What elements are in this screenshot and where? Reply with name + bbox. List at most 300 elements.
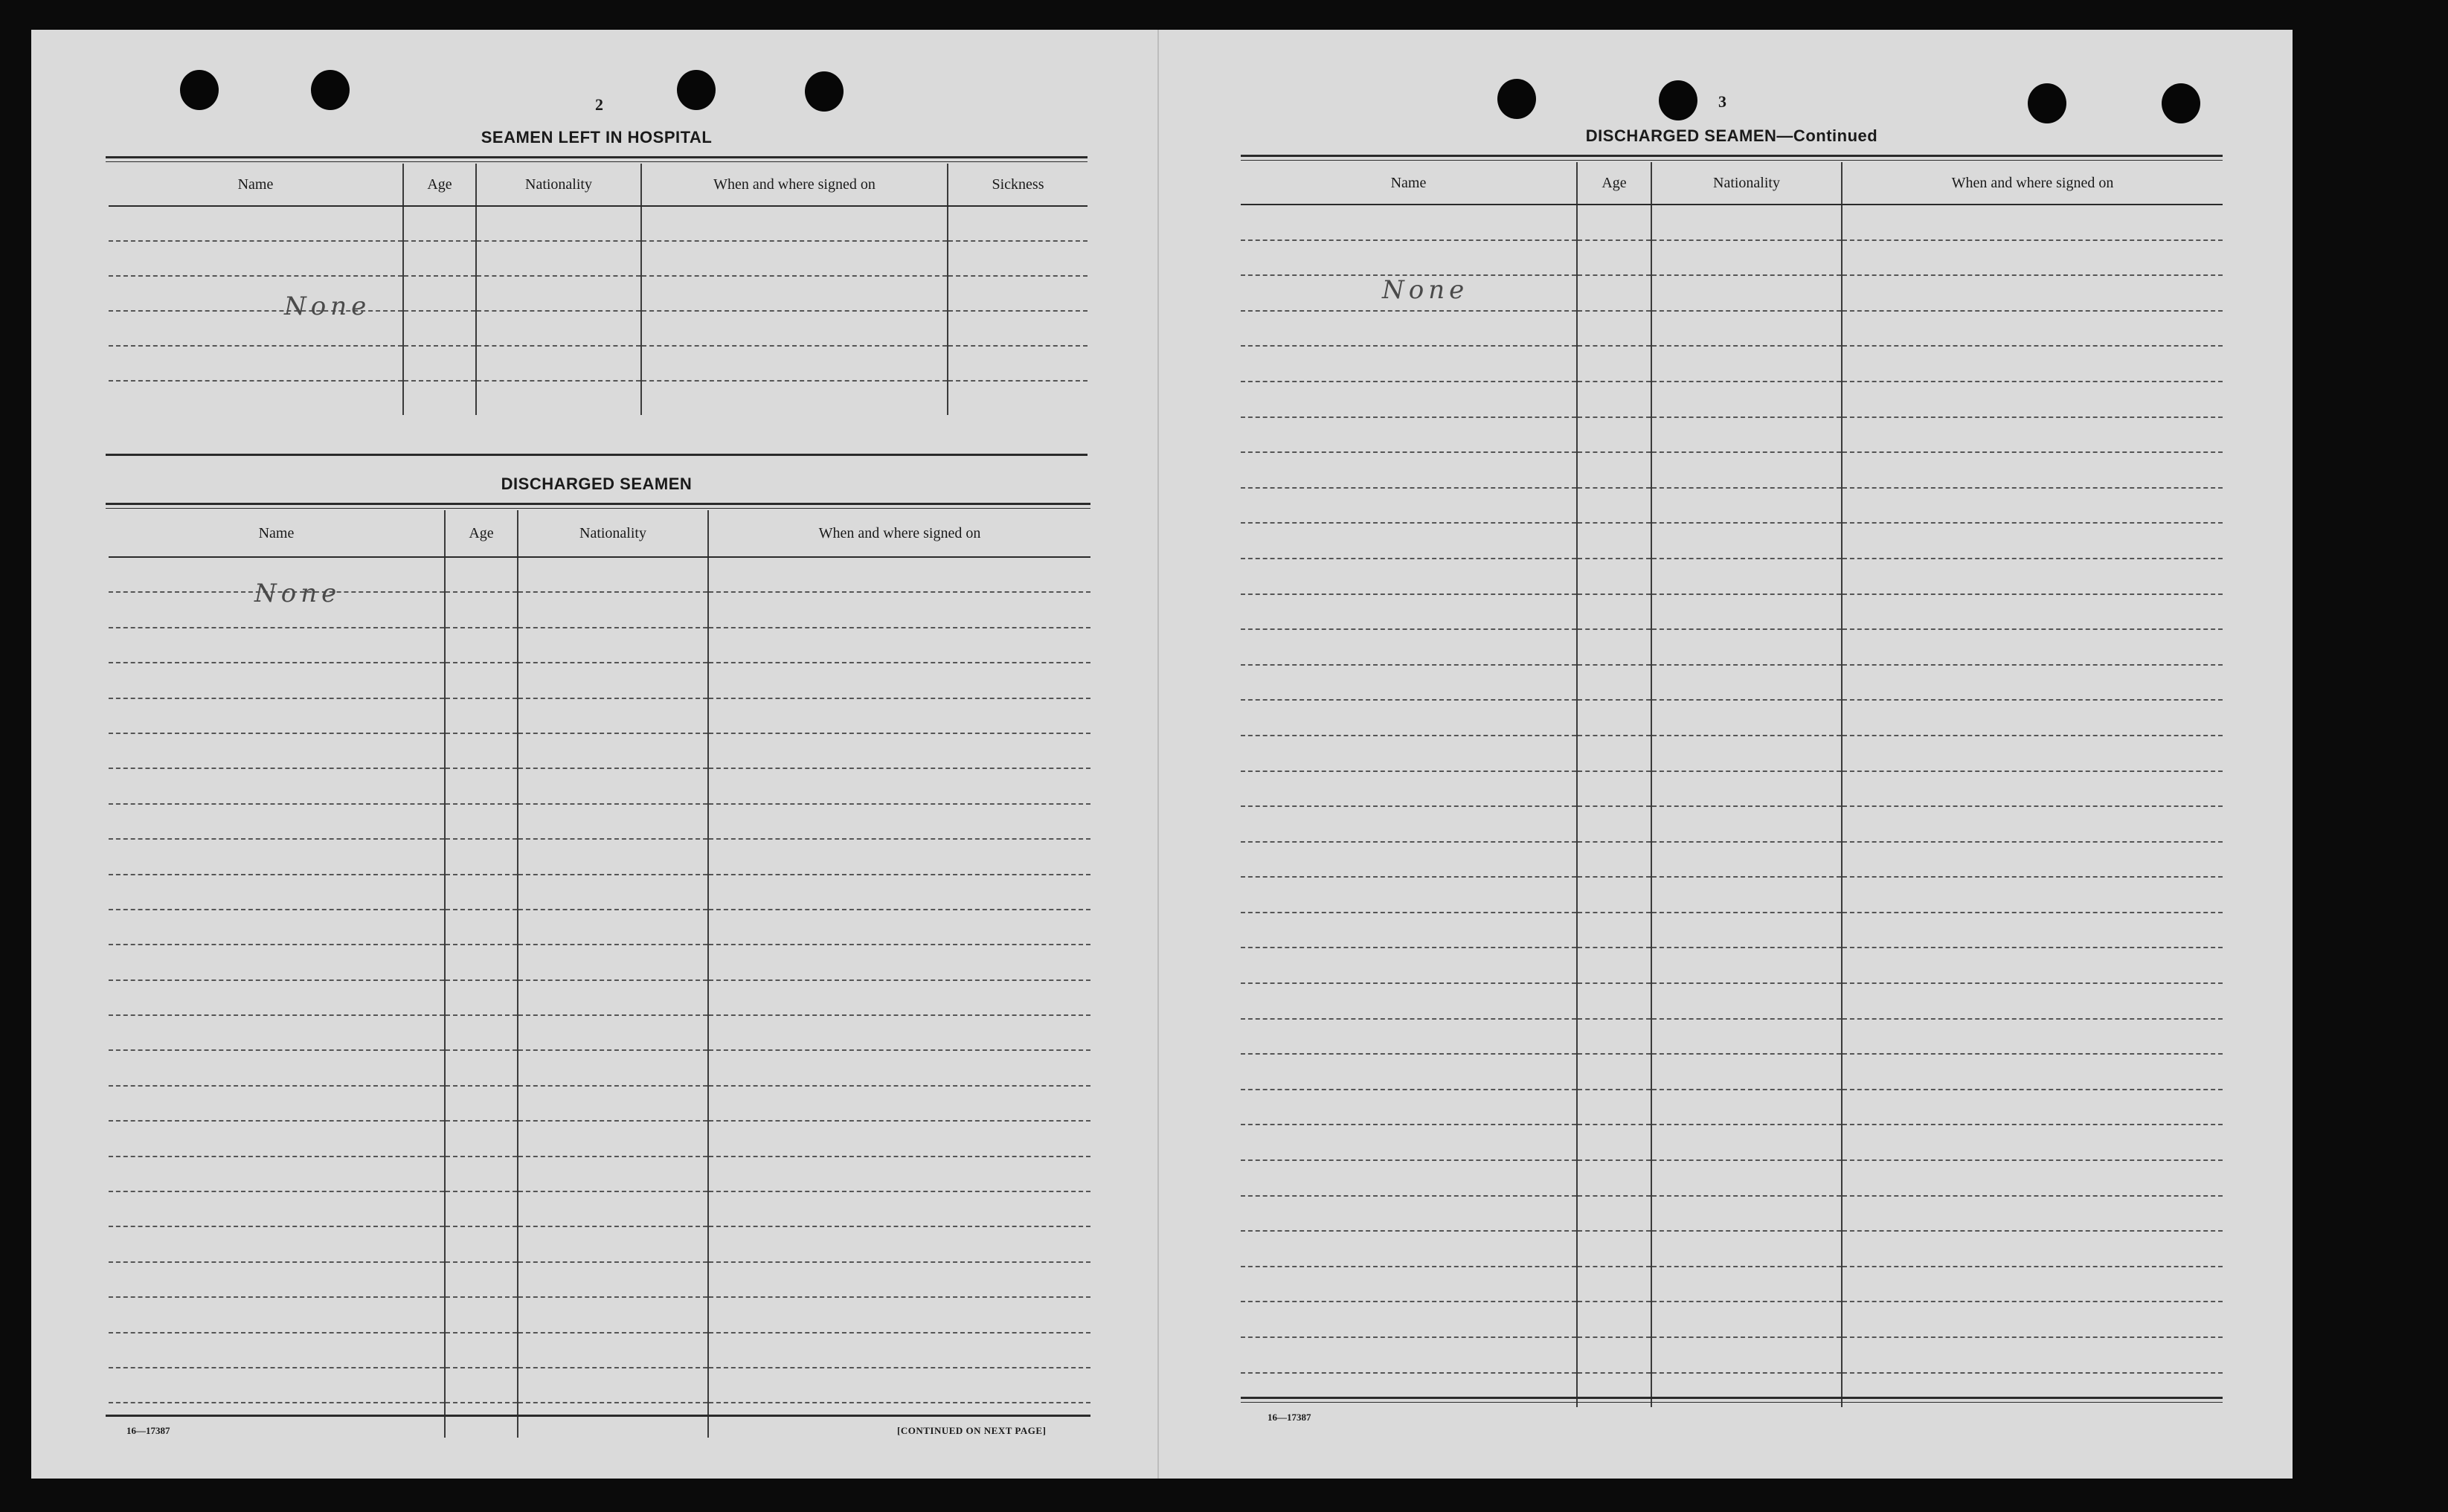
table-cell <box>109 241 403 276</box>
table-row <box>1241 1090 2223 1125</box>
table-cell <box>1577 629 1651 665</box>
table-cell <box>445 875 518 910</box>
table-row <box>1241 1267 2223 1302</box>
table-row <box>1241 1337 2223 1373</box>
divider <box>106 156 1088 158</box>
table-row <box>109 1191 1090 1226</box>
table-cell <box>1842 1125 2223 1160</box>
table-cell <box>1241 205 1577 240</box>
table-row <box>1241 382 2223 417</box>
table-row <box>109 1121 1090 1156</box>
table-cell <box>518 557 708 592</box>
divider <box>1241 160 2223 161</box>
table-cell <box>1241 311 1577 347</box>
table-cell <box>1842 205 2223 240</box>
table-cell <box>1842 1196 2223 1232</box>
table-row <box>1241 948 2223 983</box>
table-cell <box>109 1086 445 1121</box>
table-cell <box>1651 629 1842 665</box>
table-cell <box>1577 205 1651 240</box>
table-cell <box>403 311 476 346</box>
table-cell <box>445 1333 518 1368</box>
table-cell <box>948 276 1088 311</box>
table-cell <box>518 910 708 945</box>
table-row <box>1241 1302 2223 1337</box>
table-cell <box>109 698 445 733</box>
table-cell <box>1241 417 1577 453</box>
table-cell <box>641 346 948 381</box>
table-cell <box>708 875 1090 910</box>
table-cell <box>1241 948 1577 983</box>
table-cell <box>1842 417 2223 453</box>
table-cell <box>1651 1231 1842 1267</box>
table-cell <box>1842 1019 2223 1055</box>
table-cell <box>109 768 445 803</box>
table-row <box>109 804 1090 839</box>
table-cell <box>1241 488 1577 524</box>
table-cell <box>1842 311 2223 347</box>
table-cell <box>1842 1160 2223 1196</box>
table-row <box>109 1086 1090 1121</box>
table-cell <box>518 839 708 874</box>
table-cell <box>1842 1231 2223 1267</box>
table-cell <box>109 1191 445 1226</box>
table-row <box>109 346 1088 381</box>
table-cell <box>1842 736 2223 771</box>
table-row <box>109 628 1090 663</box>
table-cell <box>109 910 445 945</box>
table-cell <box>445 1156 518 1191</box>
column-header-signed-on: When and where signed on <box>641 164 948 206</box>
table-row <box>1241 559 2223 594</box>
discharged-continued-title: DISCHARGED SEAMEN—Continued <box>1585 126 1878 145</box>
table-cell <box>1842 452 2223 488</box>
table-cell <box>708 804 1090 839</box>
column-header-nationality: Nationality <box>1651 162 1842 205</box>
table-row <box>109 206 1088 241</box>
column-header-sickness: Sickness <box>948 164 1088 206</box>
table-cell <box>708 945 1090 979</box>
table-cell <box>1241 629 1577 665</box>
table-cell <box>708 698 1090 733</box>
table-cell <box>641 311 948 346</box>
column-header-name: Name <box>1241 162 1577 205</box>
table-cell <box>1842 523 2223 559</box>
table-cell <box>109 733 445 768</box>
table-cell <box>1651 417 1842 453</box>
table-cell <box>708 768 1090 803</box>
table-row <box>1241 1125 2223 1160</box>
table-cell <box>109 1262 445 1297</box>
table-cell <box>948 346 1088 381</box>
table-cell <box>476 346 641 381</box>
table-cell <box>518 1086 708 1121</box>
table-cell <box>1577 417 1651 453</box>
table-cell <box>1577 382 1651 417</box>
table-cell <box>1577 452 1651 488</box>
divider <box>1241 1402 2223 1403</box>
handwritten-entry: None <box>284 292 371 321</box>
table-cell <box>641 276 948 311</box>
table-cell <box>445 768 518 803</box>
table-cell <box>518 1191 708 1226</box>
column-header-name: Name <box>109 164 403 206</box>
table-cell <box>109 1050 445 1085</box>
hospital-table <box>109 164 1088 415</box>
table-cell <box>445 1262 518 1297</box>
discharged-seamen-continued-table <box>1241 162 2223 1407</box>
table-cell <box>1241 1054 1577 1090</box>
table-cell <box>708 628 1090 663</box>
table-cell <box>1651 1302 1842 1337</box>
table-cell <box>708 557 1090 592</box>
table-cell <box>1842 275 2223 311</box>
table-cell <box>476 311 641 346</box>
form-number: 16—17387 <box>1268 1412 1311 1423</box>
table-cell <box>1577 1125 1651 1160</box>
table-cell <box>1241 1302 1577 1337</box>
table-cell <box>1842 629 2223 665</box>
table-cell <box>1651 382 1842 417</box>
table-cell <box>109 1368 445 1403</box>
table-row <box>109 839 1090 874</box>
table-row <box>109 768 1090 803</box>
table-cell <box>708 910 1090 945</box>
punch-hole <box>805 71 844 112</box>
table-cell <box>476 206 641 241</box>
column-header-age: Age <box>445 510 518 557</box>
table-cell <box>109 980 445 1015</box>
table-cell <box>445 557 518 592</box>
column-header-age: Age <box>403 164 476 206</box>
table-cell <box>641 381 948 415</box>
table-cell <box>1651 1160 1842 1196</box>
form-number: 16—17387 <box>126 1425 170 1436</box>
table-cell <box>445 1191 518 1226</box>
table-cell <box>1577 700 1651 736</box>
table-row <box>1241 700 2223 736</box>
table-cell <box>1651 1196 1842 1232</box>
table-cell <box>1241 1231 1577 1267</box>
table-cell <box>1651 1019 1842 1055</box>
punch-hole <box>2028 83 2066 123</box>
table-row <box>109 663 1090 698</box>
table-cell <box>403 346 476 381</box>
divider <box>106 508 1090 509</box>
divider <box>106 503 1090 505</box>
table-cell <box>1241 559 1577 594</box>
table-cell <box>109 1121 445 1156</box>
table-row <box>1241 311 2223 347</box>
divider <box>106 161 1088 162</box>
table-cell <box>1842 913 2223 948</box>
table-cell <box>1577 275 1651 311</box>
table-cell <box>445 804 518 839</box>
table-cell <box>1241 983 1577 1019</box>
table-cell <box>445 839 518 874</box>
table-row <box>109 276 1088 311</box>
table-cell <box>1241 700 1577 736</box>
table-cell <box>109 1333 445 1368</box>
table-cell <box>708 733 1090 768</box>
table-cell <box>1241 1267 1577 1302</box>
table-row <box>109 698 1090 733</box>
table-cell <box>109 346 403 381</box>
table-cell <box>1842 594 2223 630</box>
table-cell <box>1577 1267 1651 1302</box>
table-cell <box>403 241 476 276</box>
page-number: 3 <box>1718 92 1726 111</box>
table-row <box>1241 205 2223 240</box>
table-cell <box>476 241 641 276</box>
table-cell <box>1577 948 1651 983</box>
table-cell <box>708 1086 1090 1121</box>
punch-hole <box>2162 83 2200 123</box>
column-header-name: Name <box>109 510 445 557</box>
table-cell <box>445 1086 518 1121</box>
table-cell <box>518 980 708 1015</box>
table-cell <box>1842 983 2223 1019</box>
table-cell <box>518 698 708 733</box>
table-row <box>1241 1054 2223 1090</box>
table-cell <box>445 1368 518 1403</box>
table-cell <box>1241 842 1577 878</box>
table-cell <box>1577 1337 1651 1373</box>
table-row <box>1241 1019 2223 1055</box>
table-cell <box>1651 488 1842 524</box>
page-3 <box>1159 30 2293 1479</box>
column-header-signed-on: When and where signed on <box>1842 162 2223 205</box>
table-cell <box>1651 1337 1842 1373</box>
table-cell <box>708 1015 1090 1050</box>
table-cell <box>1842 1267 2223 1302</box>
table-cell <box>518 1297 708 1332</box>
table-row <box>109 1015 1090 1050</box>
column-header-signed-on: When and where signed on <box>708 510 1090 557</box>
table-row <box>1241 1231 2223 1267</box>
table-cell <box>1651 1267 1842 1302</box>
table-cell <box>1842 665 2223 701</box>
table-cell <box>1842 948 2223 983</box>
column-header-nationality: Nationality <box>518 510 708 557</box>
discharged-seamen-table <box>109 510 1090 1438</box>
table-row <box>1241 983 2223 1019</box>
table-cell <box>518 768 708 803</box>
table-cell <box>445 1121 518 1156</box>
table-row <box>1241 452 2223 488</box>
page-2 <box>31 30 1157 1479</box>
table-cell <box>1651 806 1842 842</box>
table-row <box>109 1156 1090 1191</box>
table-cell <box>1651 311 1842 347</box>
table-cell <box>1651 948 1842 983</box>
table-cell <box>109 839 445 874</box>
table-row <box>1241 665 2223 701</box>
punch-hole <box>1497 79 1536 119</box>
table-cell <box>1842 382 2223 417</box>
table-cell <box>109 875 445 910</box>
table-cell <box>445 1226 518 1261</box>
table-cell <box>1842 240 2223 276</box>
table-row <box>1241 417 2223 453</box>
table-cell <box>1842 1054 2223 1090</box>
table-cell <box>518 804 708 839</box>
table-cell <box>948 206 1088 241</box>
table-cell <box>518 1121 708 1156</box>
table-cell <box>1651 913 1842 948</box>
table-cell <box>1842 559 2223 594</box>
table-row <box>109 381 1088 415</box>
table-header-row <box>1241 162 2223 205</box>
table-cell <box>1577 594 1651 630</box>
table-row <box>1241 488 2223 524</box>
table-cell <box>1577 983 1651 1019</box>
table-row <box>109 733 1090 768</box>
table-cell <box>109 804 445 839</box>
table-row <box>1241 842 2223 878</box>
table-cell <box>1842 1337 2223 1373</box>
table-cell <box>708 1191 1090 1226</box>
table-cell <box>445 945 518 979</box>
continued-note: [CONTINUED ON NEXT PAGE] <box>897 1425 1047 1436</box>
table-cell <box>445 980 518 1015</box>
table-cell <box>445 592 518 627</box>
table-cell <box>1651 346 1842 382</box>
punch-hole <box>180 70 219 110</box>
table-row <box>109 241 1088 276</box>
table-cell <box>708 1226 1090 1261</box>
table-row <box>109 980 1090 1015</box>
table-cell <box>1241 1160 1577 1196</box>
handwritten-entry: None <box>1382 275 1469 305</box>
table-cell <box>1651 1125 1842 1160</box>
table-cell <box>518 1050 708 1085</box>
table-cell <box>1241 665 1577 701</box>
table-cell <box>518 1226 708 1261</box>
table-cell <box>1651 1054 1842 1090</box>
table-cell <box>708 592 1090 627</box>
table-cell <box>1577 771 1651 807</box>
table-cell <box>1241 382 1577 417</box>
table-cell <box>445 698 518 733</box>
table-cell <box>403 276 476 311</box>
table-cell <box>1577 1302 1651 1337</box>
table-cell <box>518 663 708 698</box>
table-row <box>1241 806 2223 842</box>
table-cell <box>1842 1090 2223 1125</box>
table-cell <box>403 381 476 415</box>
table-cell <box>1651 877 1842 913</box>
table-cell <box>1241 1196 1577 1232</box>
table-cell <box>1577 1160 1651 1196</box>
document-spread <box>31 30 2293 1479</box>
table-cell <box>1577 311 1651 347</box>
table-cell <box>1577 877 1651 913</box>
table-cell <box>1651 240 1842 276</box>
table-cell <box>708 663 1090 698</box>
table-cell <box>1842 771 2223 807</box>
table-cell <box>1577 842 1651 878</box>
table-cell <box>1842 700 2223 736</box>
table-cell <box>109 663 445 698</box>
table-row <box>109 1262 1090 1297</box>
table-cell <box>948 311 1088 346</box>
table-cell <box>1651 700 1842 736</box>
table-cell <box>518 592 708 627</box>
table-cell <box>1577 1231 1651 1267</box>
table-row <box>1241 1160 2223 1196</box>
punch-hole <box>677 70 716 110</box>
table-cell <box>1577 488 1651 524</box>
table-cell <box>1241 736 1577 771</box>
table-cell <box>948 381 1088 415</box>
table-cell <box>1577 346 1651 382</box>
table-cell <box>948 241 1088 276</box>
table-cell <box>445 910 518 945</box>
table-cell <box>518 733 708 768</box>
table-cell <box>1577 240 1651 276</box>
table-cell <box>518 875 708 910</box>
table-cell <box>1577 913 1651 948</box>
table-cell <box>1241 1019 1577 1055</box>
table-cell <box>1651 842 1842 878</box>
table-cell <box>1241 240 1577 276</box>
table-cell <box>1651 983 1842 1019</box>
table-cell <box>1241 1337 1577 1373</box>
table-cell <box>403 206 476 241</box>
table-cell <box>1577 523 1651 559</box>
divider <box>1241 1397 2223 1399</box>
table-cell <box>708 1297 1090 1332</box>
table-cell <box>1577 1090 1651 1125</box>
table-cell <box>1651 594 1842 630</box>
column-header-age: Age <box>1577 162 1651 205</box>
table-cell <box>708 1368 1090 1403</box>
table-cell <box>518 1368 708 1403</box>
table-cell <box>1651 205 1842 240</box>
table-cell <box>1651 736 1842 771</box>
table-cell <box>109 381 403 415</box>
table-cell <box>1842 842 2223 878</box>
table-cell <box>1241 346 1577 382</box>
table-row <box>109 1368 1090 1403</box>
table-cell <box>1842 806 2223 842</box>
table-cell <box>1241 806 1577 842</box>
table-cell <box>518 1156 708 1191</box>
table-cell <box>109 945 445 979</box>
table-cell <box>1577 736 1651 771</box>
table-cell <box>1241 1125 1577 1160</box>
table-cell <box>1651 523 1842 559</box>
table-cell <box>708 1121 1090 1156</box>
table-cell <box>518 945 708 979</box>
table-cell <box>476 381 641 415</box>
table-cell <box>518 628 708 663</box>
table-cell <box>109 1156 445 1191</box>
table-header-row <box>109 510 1090 557</box>
table-row <box>109 1333 1090 1368</box>
table-cell <box>1241 771 1577 807</box>
page-number: 2 <box>595 95 603 114</box>
table-row <box>1241 523 2223 559</box>
table-cell <box>445 733 518 768</box>
punch-hole <box>311 70 350 110</box>
table-cell <box>518 1015 708 1050</box>
table-cell <box>1651 452 1842 488</box>
table-cell <box>1577 665 1651 701</box>
table-cell <box>445 663 518 698</box>
table-cell <box>109 206 403 241</box>
